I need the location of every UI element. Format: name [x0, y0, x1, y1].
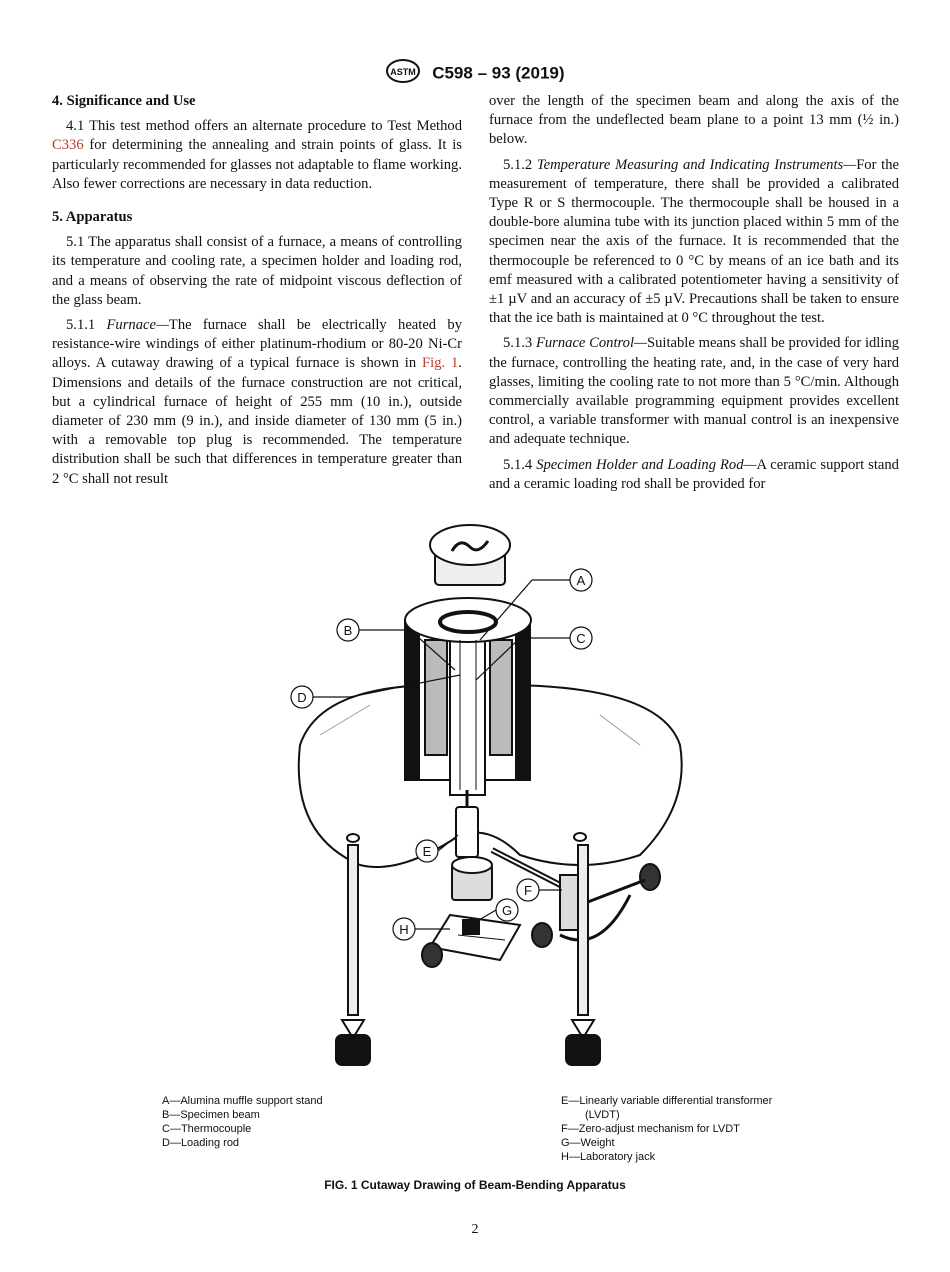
callout-h-label: H [399, 922, 409, 937]
fig1-link[interactable]: Fig. 1 [422, 355, 459, 372]
paragraph-5-1-1: 5.1.1 Furnace—The furnace shall be electrically heated by resistance-wire windings of either platinum-rhodium or 80-20 Ni-Cr alloys. A cutaway drawing of a typical furnace is shown in Fig. 1. Dimensions and details of the furnace construction are not critical, but a cylindrical furnace of height of 255 mm (10 in.), outside diameter of 230 mm (9 in.), and inside diameter of 130 mm (5 in.) with a removable top plug is recommended. The temperature distribution shall be such that differences in temperature greater than 2 °C shall not result [52, 317, 463, 487]
logo-text: ASTM [390, 67, 417, 77]
paragraph-5-1-3: 5.1.3 Furnace Control—Suitable means shall be provided for idling the furnace, controlling the heating rate, and, in the case of very hard glasses, limiting the cooling rate to not more than 5 °C/min. Although commercially available programming equipment provides excellent control, a variable transformer with manual control is an inexpensive and adequate technique. [489, 335, 899, 448]
c336-link[interactable]: C336 [52, 137, 84, 154]
callout-a-label: A [576, 573, 586, 588]
figure-caption: FIG. 1 Cutaway Drawing of Beam-Bending Apparatus [324, 1178, 626, 1192]
page-number: 2 [471, 1222, 479, 1237]
paragraph-5-1-4: 5.1.4 Specimen Holder and Loading Rod—A ceramic support stand and a ceramic loading rod shall be provided for [489, 456, 899, 492]
apparatus-drawing [280, 515, 700, 1085]
legend-item: E—Linearly variable differential transformer [561, 1095, 773, 1107]
furnace [405, 598, 531, 795]
legend-item: G—Weight [561, 1137, 615, 1149]
zero-adjust-mechanism [532, 864, 660, 947]
astm-logo-icon [385, 58, 421, 89]
standard-designation: C598 – 93 (2019) [432, 63, 565, 83]
paragraph-4-1: 4.1 This test method offers an alternate procedure to Test Method C336 for determining the annealing and strain points of glass. It is particularly recommended for glasses not adaptable to flame working. Also fewer corrections are necessary in data reduction. [52, 118, 462, 192]
section-4-heading: 4. Significance and Use [52, 93, 196, 109]
callout-g [479, 899, 518, 921]
figure-legend-right [561, 1094, 772, 1164]
left-column [52, 92, 462, 495]
legend-item: C—Thermocouple [162, 1123, 252, 1135]
laboratory-jack [422, 915, 520, 967]
paragraph-continued: over the length of the specimen beam and along the axis of the furnace from the undeflected beam plane to a point 13 mm (½ in.) below. [489, 93, 899, 148]
section-5-heading: 5. Apparatus [52, 209, 133, 226]
top-plug [430, 525, 510, 585]
legend-item: A—Alumina muffle support stand [162, 1095, 323, 1107]
paragraph-5-1: 5.1 The apparatus shall consist of a furnace, a means of controlling its temperature and cooling rate, a specimen holder and loading rod, and a means of observing the rate of midpoint viscous deflection of the glass beam. [52, 234, 462, 308]
figure-legend-left [162, 1094, 323, 1150]
callout-b-label: B [343, 623, 353, 638]
callout-g-label: G [501, 903, 513, 918]
callout-e-label: E [422, 844, 432, 859]
legend-item: H—Laboratory jack [561, 1151, 656, 1163]
legend-item: (LVDT) [585, 1109, 620, 1121]
paragraph-5-1-2: 5.1.2 Temperature Measuring and Indicating Instruments—For the measurement of temperature, there shall be provided a calibrated Type R or S thermocouple. The thermocouple shall be housed in a double-bore alumina tube with its junction placed within 5 mm of the specimen near the axis of the furnace. It is recommended that the thermocouple be referenced to 0 °C by means of an ice bath and its emf measured with a calibrated potentiometer having a sensitivity of ±1 µV and an accuracy of ±5 µV. Precautions shall be taken to ensure that the ice bath is maintained at 0 °C throughout the test. [489, 156, 899, 327]
callout-d-label: D [297, 690, 307, 705]
legend-item: F—Zero-adjust mechanism for LVDT [561, 1123, 740, 1135]
right-column [489, 92, 899, 500]
callout-f-label: F [524, 883, 532, 898]
page-header [0, 58, 950, 89]
callout-c-label: C [576, 631, 586, 646]
legend-item: B—Specimen beam [162, 1109, 260, 1121]
legend-item: D—Loading rod [162, 1137, 240, 1149]
